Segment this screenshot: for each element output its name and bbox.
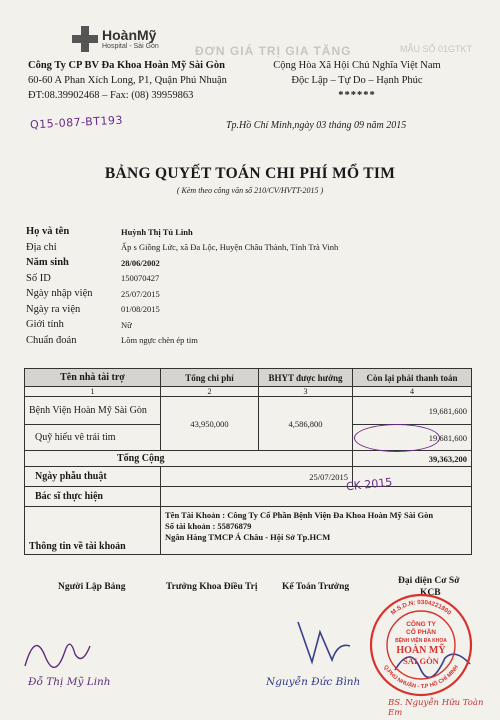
- header-bhyt: BHYT được hưởng: [259, 369, 353, 387]
- document-title: BẢNG QUYẾT TOÁN CHI PHÍ MỔ TIM: [104, 165, 396, 182]
- handwritten-note: CK 2015: [345, 475, 393, 494]
- company-header: [28, 58, 227, 103]
- patient-info: [26, 224, 338, 348]
- info-label: Số ID: [26, 272, 51, 284]
- logo-brand: HoànMỹ: [102, 26, 157, 43]
- seal-code: M.S.D.N: 0304221800: [389, 598, 453, 617]
- index-cell: 2: [161, 387, 259, 397]
- company-phone: ĐT:08.39902468 – Fax: (08) 39959863: [28, 90, 194, 101]
- total-cost-cell: 43,950,000: [161, 397, 259, 451]
- table-row: [25, 451, 472, 467]
- national-header: [262, 58, 452, 103]
- sig-title-rep-kcb: KCB: [420, 588, 441, 598]
- account-info: [161, 507, 472, 555]
- bank-name: Ngân Hàng TMCP Á Châu - Hội Sở Tp.HCM: [165, 532, 331, 542]
- info-value: Nữ: [121, 319, 132, 330]
- info-row: [26, 271, 338, 287]
- info-label: Họ và tên: [26, 226, 70, 238]
- info-value: 150070427: [121, 273, 160, 284]
- medical-cross-icon: [72, 26, 98, 52]
- document-subtitle: ( Kèm theo công văn số 210/CV/HVTT-2015 ): [176, 186, 324, 195]
- header-total-cost: Tổng chi phí: [161, 369, 259, 387]
- company-address: 60-60 A Phan Xích Long, P1, Quận Phú Nhuận: [28, 75, 227, 86]
- table-row: [25, 507, 472, 555]
- total-label: Tổng Cộng: [25, 451, 353, 467]
- sponsor-cell: Bệnh Viện Hoàn Mỹ Sài Gòn: [25, 397, 161, 425]
- info-label: Ngày ra viện: [26, 303, 81, 315]
- seal-line5: SÀI GÒN: [403, 656, 439, 666]
- settlement-table: [24, 368, 472, 555]
- motto-stars: ******: [338, 90, 376, 101]
- info-row: [26, 224, 338, 240]
- info-value: Lõm ngực chèn ép tim: [121, 335, 198, 346]
- header-sponsor: Tên nhà tài trợ: [25, 369, 161, 387]
- doctor-label: Bác sĩ thực hiện: [25, 487, 161, 507]
- account-number: Số tài khoản : 55876879: [165, 521, 252, 531]
- accountant-name: Nguyễn Đức Bình: [266, 676, 361, 688]
- signature-maker-scribble: [20, 626, 110, 676]
- table-index-row: [25, 387, 472, 397]
- seal-line1: CÔNG TY: [406, 621, 436, 628]
- header-remaining: Còn lại phải thanh toán: [353, 369, 472, 387]
- info-label: Ngày nhập viện: [26, 288, 93, 300]
- account-name: Tên Tài Khoản : Công Ty Cổ Phần Bệnh Viện Đa Khoa Hoàn Mỹ Sài Gòn: [165, 510, 434, 520]
- sponsor-cell: Quỹ hiếu vê trái tim: [25, 425, 161, 451]
- company-seal: [368, 592, 474, 698]
- svg-text:M.S.D.N: 0304221800: [390, 599, 453, 617]
- sig-title-head: Trưởng Khoa Điều Trị: [166, 582, 258, 592]
- seal-line4: HOÀN MỸ: [396, 645, 446, 656]
- handwritten-reference-code: Q15-087-BT193: [29, 113, 124, 132]
- info-row: [26, 317, 338, 333]
- remaining-cell: 19,681,600: [353, 425, 472, 451]
- info-row: [26, 302, 338, 318]
- info-label: Chuẩn đoán: [26, 334, 77, 346]
- hospital-logo: [72, 26, 159, 52]
- info-value: Ấp s Giồng Lức, xã Đa Lộc, Huyện Châu Thành, Tỉnh Trà Vinh: [121, 242, 339, 253]
- index-cell: 3: [259, 387, 353, 397]
- info-row: [26, 255, 338, 271]
- seal-line3: BỆNH VIỆN ĐA KHOA: [395, 638, 447, 644]
- bhyt-cell: 4,586,800: [259, 397, 353, 451]
- table-row: [25, 397, 472, 425]
- account-label: Thông tin về tài khoản: [25, 507, 161, 555]
- maker-name: Đỗ Thị Mỹ Linh: [28, 676, 111, 688]
- info-row: [26, 333, 338, 349]
- surgery-label: Ngày phẫu thuật: [25, 467, 161, 487]
- info-value: 25/07/2015: [121, 288, 160, 299]
- seal-city: Q.PHÚ NHUẬN - T.P HỒ CHÍ MINH: [382, 664, 460, 691]
- index-cell: 1: [25, 387, 161, 397]
- rep-name: BS. Nguyễn Hữu Toàn Em: [388, 698, 484, 718]
- sig-title-accountant: Kế Toán Trưởng: [282, 582, 350, 592]
- sig-title-maker: Người Lập Bảng: [58, 582, 126, 592]
- info-value: 28/06/2002: [121, 257, 160, 268]
- info-label: Giới tính: [26, 319, 64, 331]
- surgery-date: 25/07/2015: [161, 467, 353, 487]
- signature-accountant-scribble: [290, 612, 360, 672]
- table-row: [25, 487, 472, 507]
- info-label: Địa chỉ: [26, 241, 57, 253]
- company-name: Công Ty CP BV Đa Khoa Hoàn Mỹ Sài Gòn: [28, 60, 225, 71]
- bleed-through-text: MẪU SỐ 01GTKT: [400, 44, 473, 54]
- total-value: 39,363,200: [353, 451, 472, 467]
- index-cell: 4: [353, 387, 472, 397]
- logo-subtitle: Hospital - Sài Gòn: [102, 42, 159, 50]
- doctor-cell: [161, 487, 472, 507]
- document-date: Tp.Hồ Chí Minh,ngày 03 tháng 09 năm 2015: [226, 120, 407, 131]
- national-motto: Độc Lập – Tự Do – Hạnh Phúc: [291, 75, 423, 86]
- sig-title-rep: Đại diện Cơ Sở: [398, 576, 460, 586]
- info-value: Huỳnh Thị Tú Linh: [121, 226, 193, 237]
- info-value: 01/08/2015: [121, 304, 160, 315]
- info-row: [26, 240, 338, 256]
- seal-line2: CỔ PHẦN: [406, 629, 436, 636]
- remaining-cell: 19,681,600: [353, 397, 472, 425]
- info-label: Năm sinh: [26, 257, 69, 269]
- table-header-row: [25, 369, 472, 387]
- bleed-through-text: ĐƠN GIÁ TRỊ GIA TĂNG: [195, 44, 352, 58]
- table-row: [25, 467, 472, 487]
- handwritten-circle: [354, 424, 440, 452]
- info-row: [26, 286, 338, 302]
- nation-name: Cộng Hòa Xã Hội Chủ Nghĩa Việt Nam: [273, 60, 441, 71]
